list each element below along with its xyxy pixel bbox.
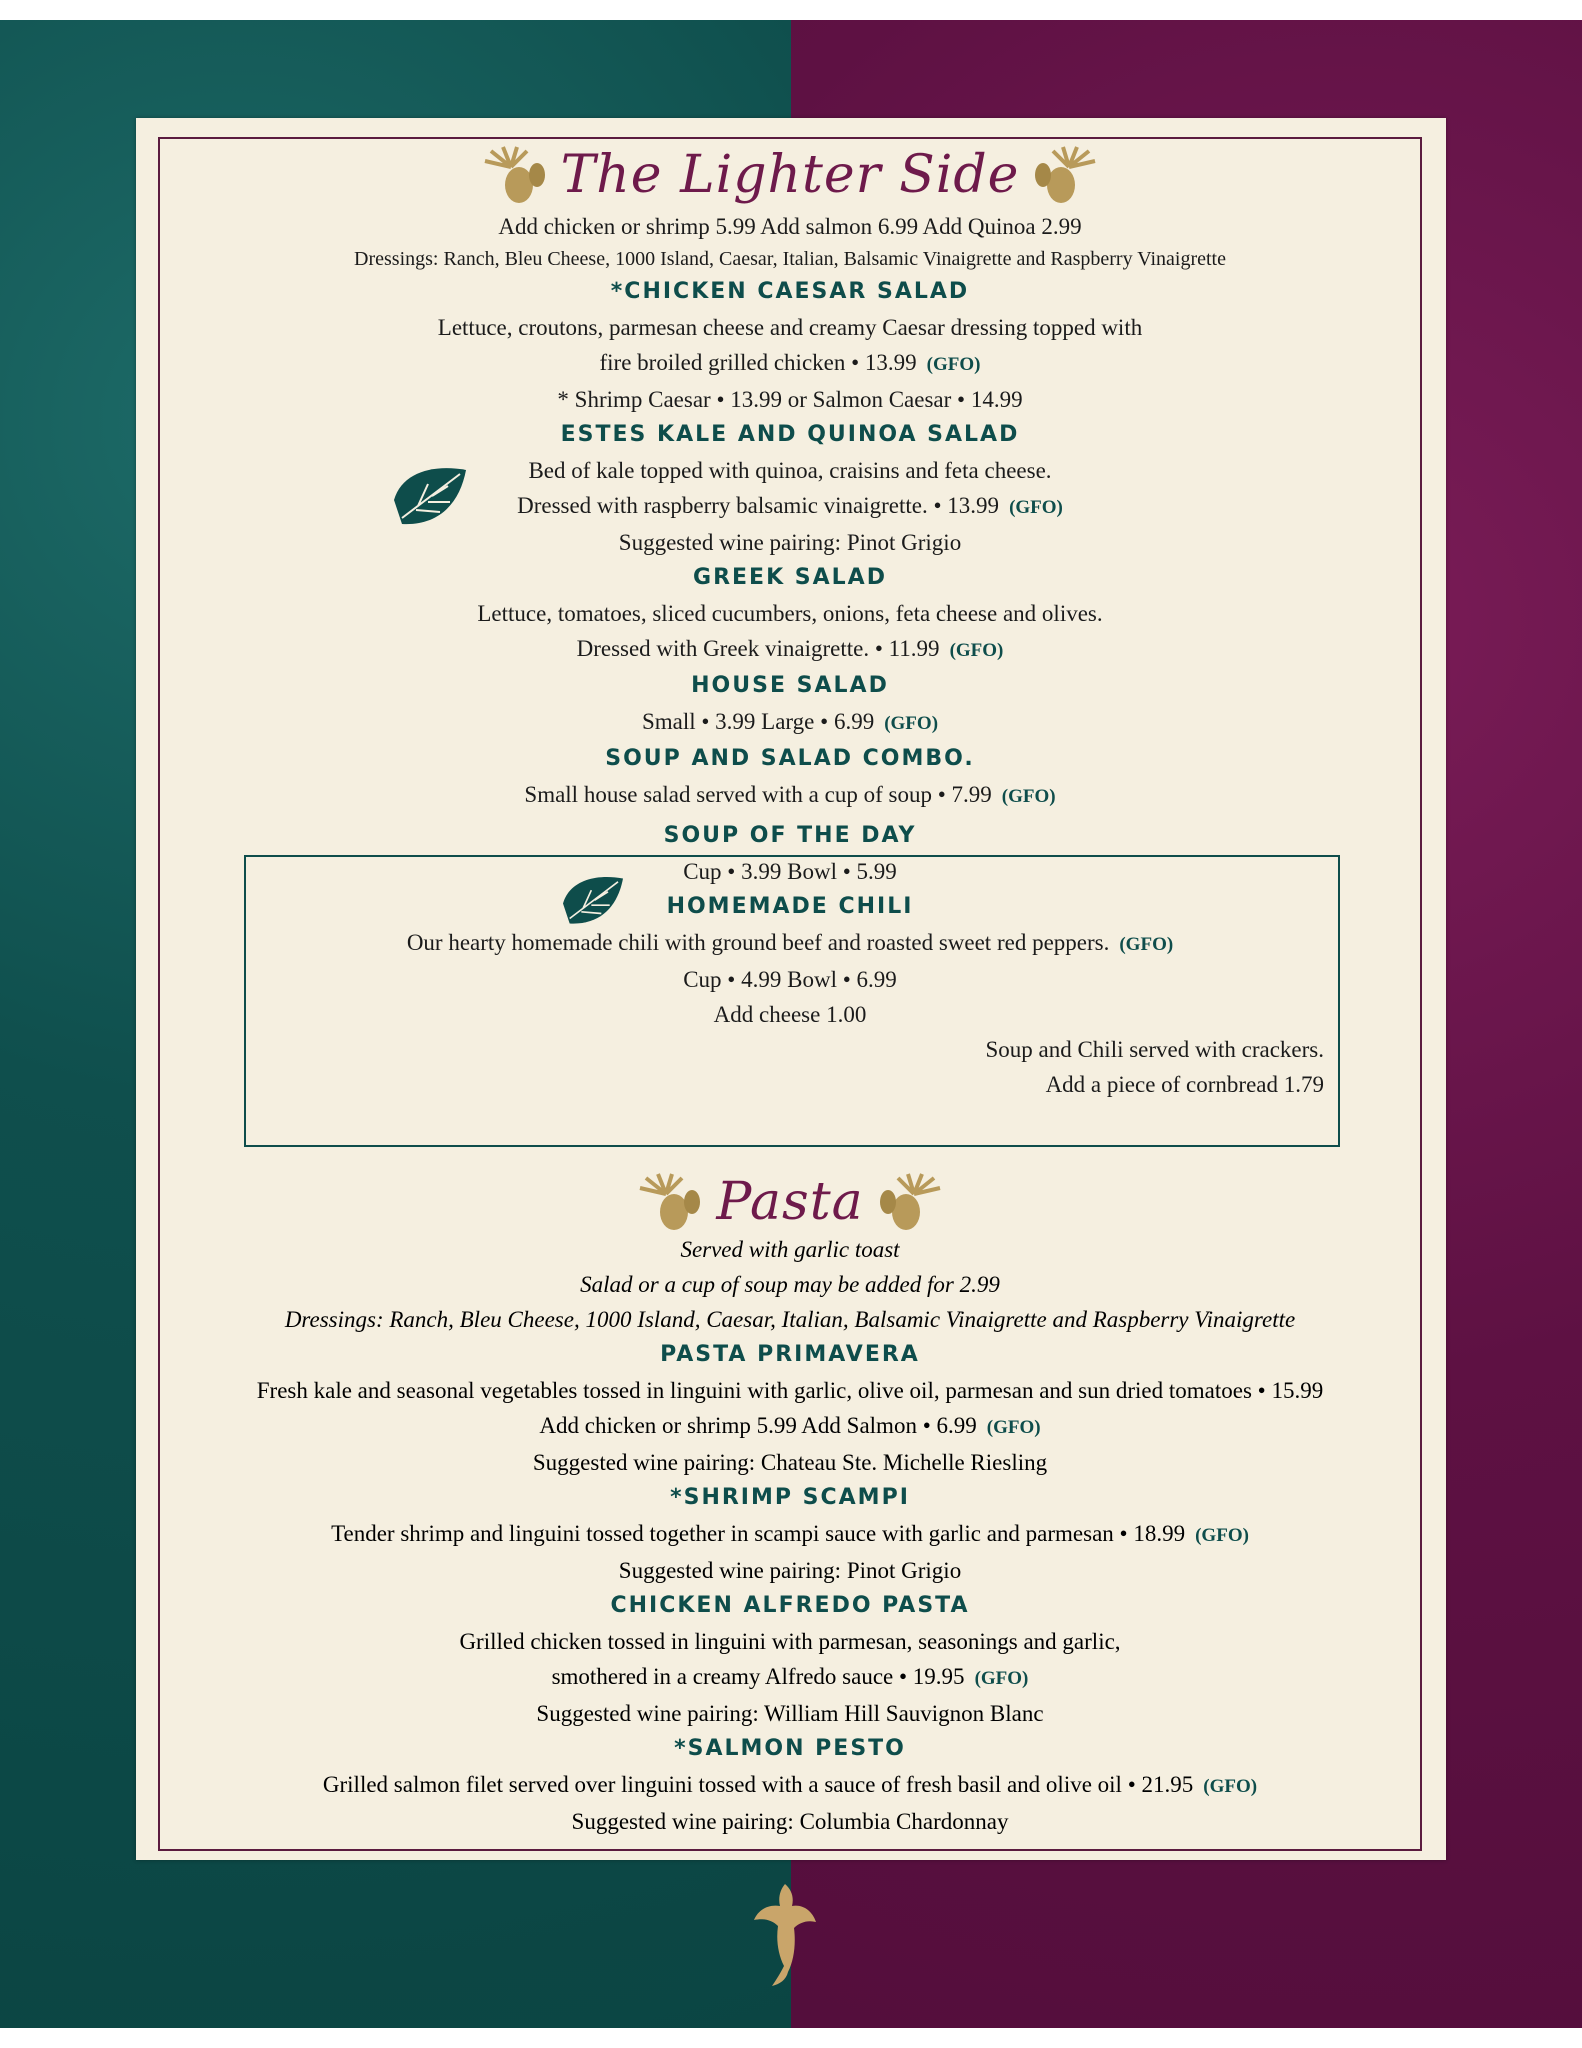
eagle-icon [750, 1880, 820, 1990]
pasta-addon-note: Salad or a cup of soup may be added for 2.99 [580, 1272, 1000, 1297]
dish-description: smothered in a creamy Alfredo sauce • 19.95 [551, 1664, 965, 1689]
dish-description: Tender shrimp and linguini tossed together in scampi sauce with garlic and parmesan • 18.99 [331, 1521, 1186, 1546]
dish-name: SOUP OF THE DAY [663, 823, 917, 848]
gfo-badge: (GFO) [884, 713, 939, 734]
dish-price-line: Cup • 3.99 Bowl • 5.99 [683, 859, 897, 884]
dish-description: Bed of kale topped with quinoa, craisins and feta cheese. [528, 458, 1052, 483]
dish-price-line: Cup • 4.99 Bowl • 6.99 [683, 967, 897, 992]
dish-description: Grilled chicken tossed in linguini with parmesan, seasonings and garlic, [459, 1629, 1121, 1654]
soup-note: Soup and Chili served with crackers. [985, 1037, 1324, 1062]
dish-description: Dressed with raspberry balsamic vinaigrette. • 13.99 [517, 493, 1000, 518]
wine-pairing: Suggested wine pairing: Pinot Grigio [618, 1558, 962, 1583]
dish-price-line [160, 345, 1420, 382]
gfo-badge: (GFO) [1195, 1525, 1249, 1546]
gfo-badge: (GFO) [1203, 1776, 1258, 1797]
dish-price-line [160, 631, 1420, 668]
dish-description: Lettuce, croutons, parmesan cheese and creamy Caesar dressing topped with [437, 315, 1143, 340]
section-title: Pasta [716, 1172, 864, 1232]
dish-description: Grilled salmon filet served over linguini tossed with a sauce of fresh basil and olive oil • 21.95 [322, 1772, 1194, 1797]
soup-note: Add a piece of cornbread 1.79 [1045, 1072, 1324, 1097]
section-title: The Lighter Side [560, 145, 1020, 205]
dish-description: Small house salad served with a cup of soup • 7.99 [524, 782, 992, 807]
pasta-served-note: Served with garlic toast [680, 1237, 900, 1262]
wine-pairing: Suggested wine pairing: Pinot Grigio [618, 530, 962, 555]
dish-description: Fresh kale and seasonal vegetables tossed in linguini with garlic, olive oil, parmesan and sun dried tomatoes • 15.99 [256, 1378, 1324, 1403]
gfo-badge: (GFO) [1009, 497, 1063, 518]
wine-pairing: Suggested wine pairing: William Hill Sauvignon Blanc [536, 1701, 1044, 1726]
dish-addon: Add cheese 1.00 [713, 1002, 867, 1027]
pinecone-icon [1033, 145, 1099, 205]
dish-name: HOMEMADE CHILI [666, 894, 914, 919]
dish-price-line [160, 925, 1420, 962]
wine-pairing: Suggested wine pairing: Columbia Chardonnay [571, 1809, 1009, 1834]
dish-description: fire broiled grilled chicken • 13.99 [599, 350, 917, 375]
dish-description: Lettuce, tomatoes, sliced cucumbers, onions, feta cheese and olives. [477, 601, 1103, 626]
dish-description: Dressed with Greek vinaigrette. • 11.99 [576, 636, 940, 661]
salad-dressings: Dressings: Ranch, Bleu Cheese, 1000 Island, Caesar, Italian, Balsamic Vinaigrette and Raspberry Vinaigrette [354, 248, 1226, 270]
dish-name: CHICKEN ALFREDO PASTA [610, 1593, 970, 1618]
dish-name: *SHRIMP SCAMPI [670, 1485, 910, 1510]
section-header [160, 1172, 1420, 1232]
dish-price-line [160, 1408, 1420, 1445]
section-header [160, 145, 1420, 205]
dish-price-line [160, 704, 1420, 741]
dish-price-line [160, 777, 1420, 814]
dish-price-line [160, 1659, 1420, 1696]
dish-price-line [160, 1516, 1420, 1553]
pinecone-icon [878, 1172, 944, 1232]
dish-name: HOUSE SALAD [691, 673, 889, 698]
lighter-side-section [160, 139, 1420, 1102]
soup-notes [160, 1032, 1420, 1102]
gfo-badge: (GFO) [974, 1668, 1029, 1689]
dish-name: *SALMON PESTO [674, 1736, 906, 1761]
gfo-badge: (GFO) [926, 354, 981, 375]
salad-addons: Add chicken or shrimp 5.99 Add salmon 6.99 Add Quinoa 2.99 [498, 214, 1082, 239]
gfo-badge: (GFO) [1119, 934, 1174, 955]
dish-name: SOUP AND SALAD COMBO. [605, 746, 975, 771]
dish-description: Small • 3.99 Large • 6.99 [641, 709, 875, 734]
dish-price-line [160, 488, 1420, 525]
gfo-badge: (GFO) [949, 640, 1004, 661]
dish-price-line [160, 1767, 1420, 1804]
pinecone-icon [636, 1172, 702, 1232]
dish-alternatives: * Shrimp Caesar • 13.99 or Salmon Caesar • 14.99 [557, 387, 1023, 412]
dish-name: *CHICKEN CAESAR SALAD [610, 279, 970, 304]
pasta-dressings: Dressings: Ranch, Bleu Cheese, 1000 Island, Caesar, Italian, Balsamic Vinaigrette and Raspberry Vinaigrette [284, 1307, 1296, 1332]
gfo-badge: (GFO) [1001, 786, 1056, 807]
dish-description: Our hearty homemade chili with ground beef and roasted sweet red peppers. [406, 930, 1110, 955]
pasta-section [160, 1166, 1420, 1839]
wine-pairing: Suggested wine pairing: Chateau Ste. Michelle Riesling [532, 1450, 1048, 1475]
gfo-badge: (GFO) [986, 1417, 1041, 1438]
pinecone-icon [481, 145, 547, 205]
dish-addon: Add chicken or shrimp 5.99 Add Salmon • 6.99 [539, 1413, 977, 1438]
dish-name: PASTA PRIMAVERA [660, 1342, 920, 1367]
dish-name: ESTES KALE AND QUINOA SALAD [560, 422, 1020, 447]
dish-name: GREEK SALAD [693, 565, 887, 590]
